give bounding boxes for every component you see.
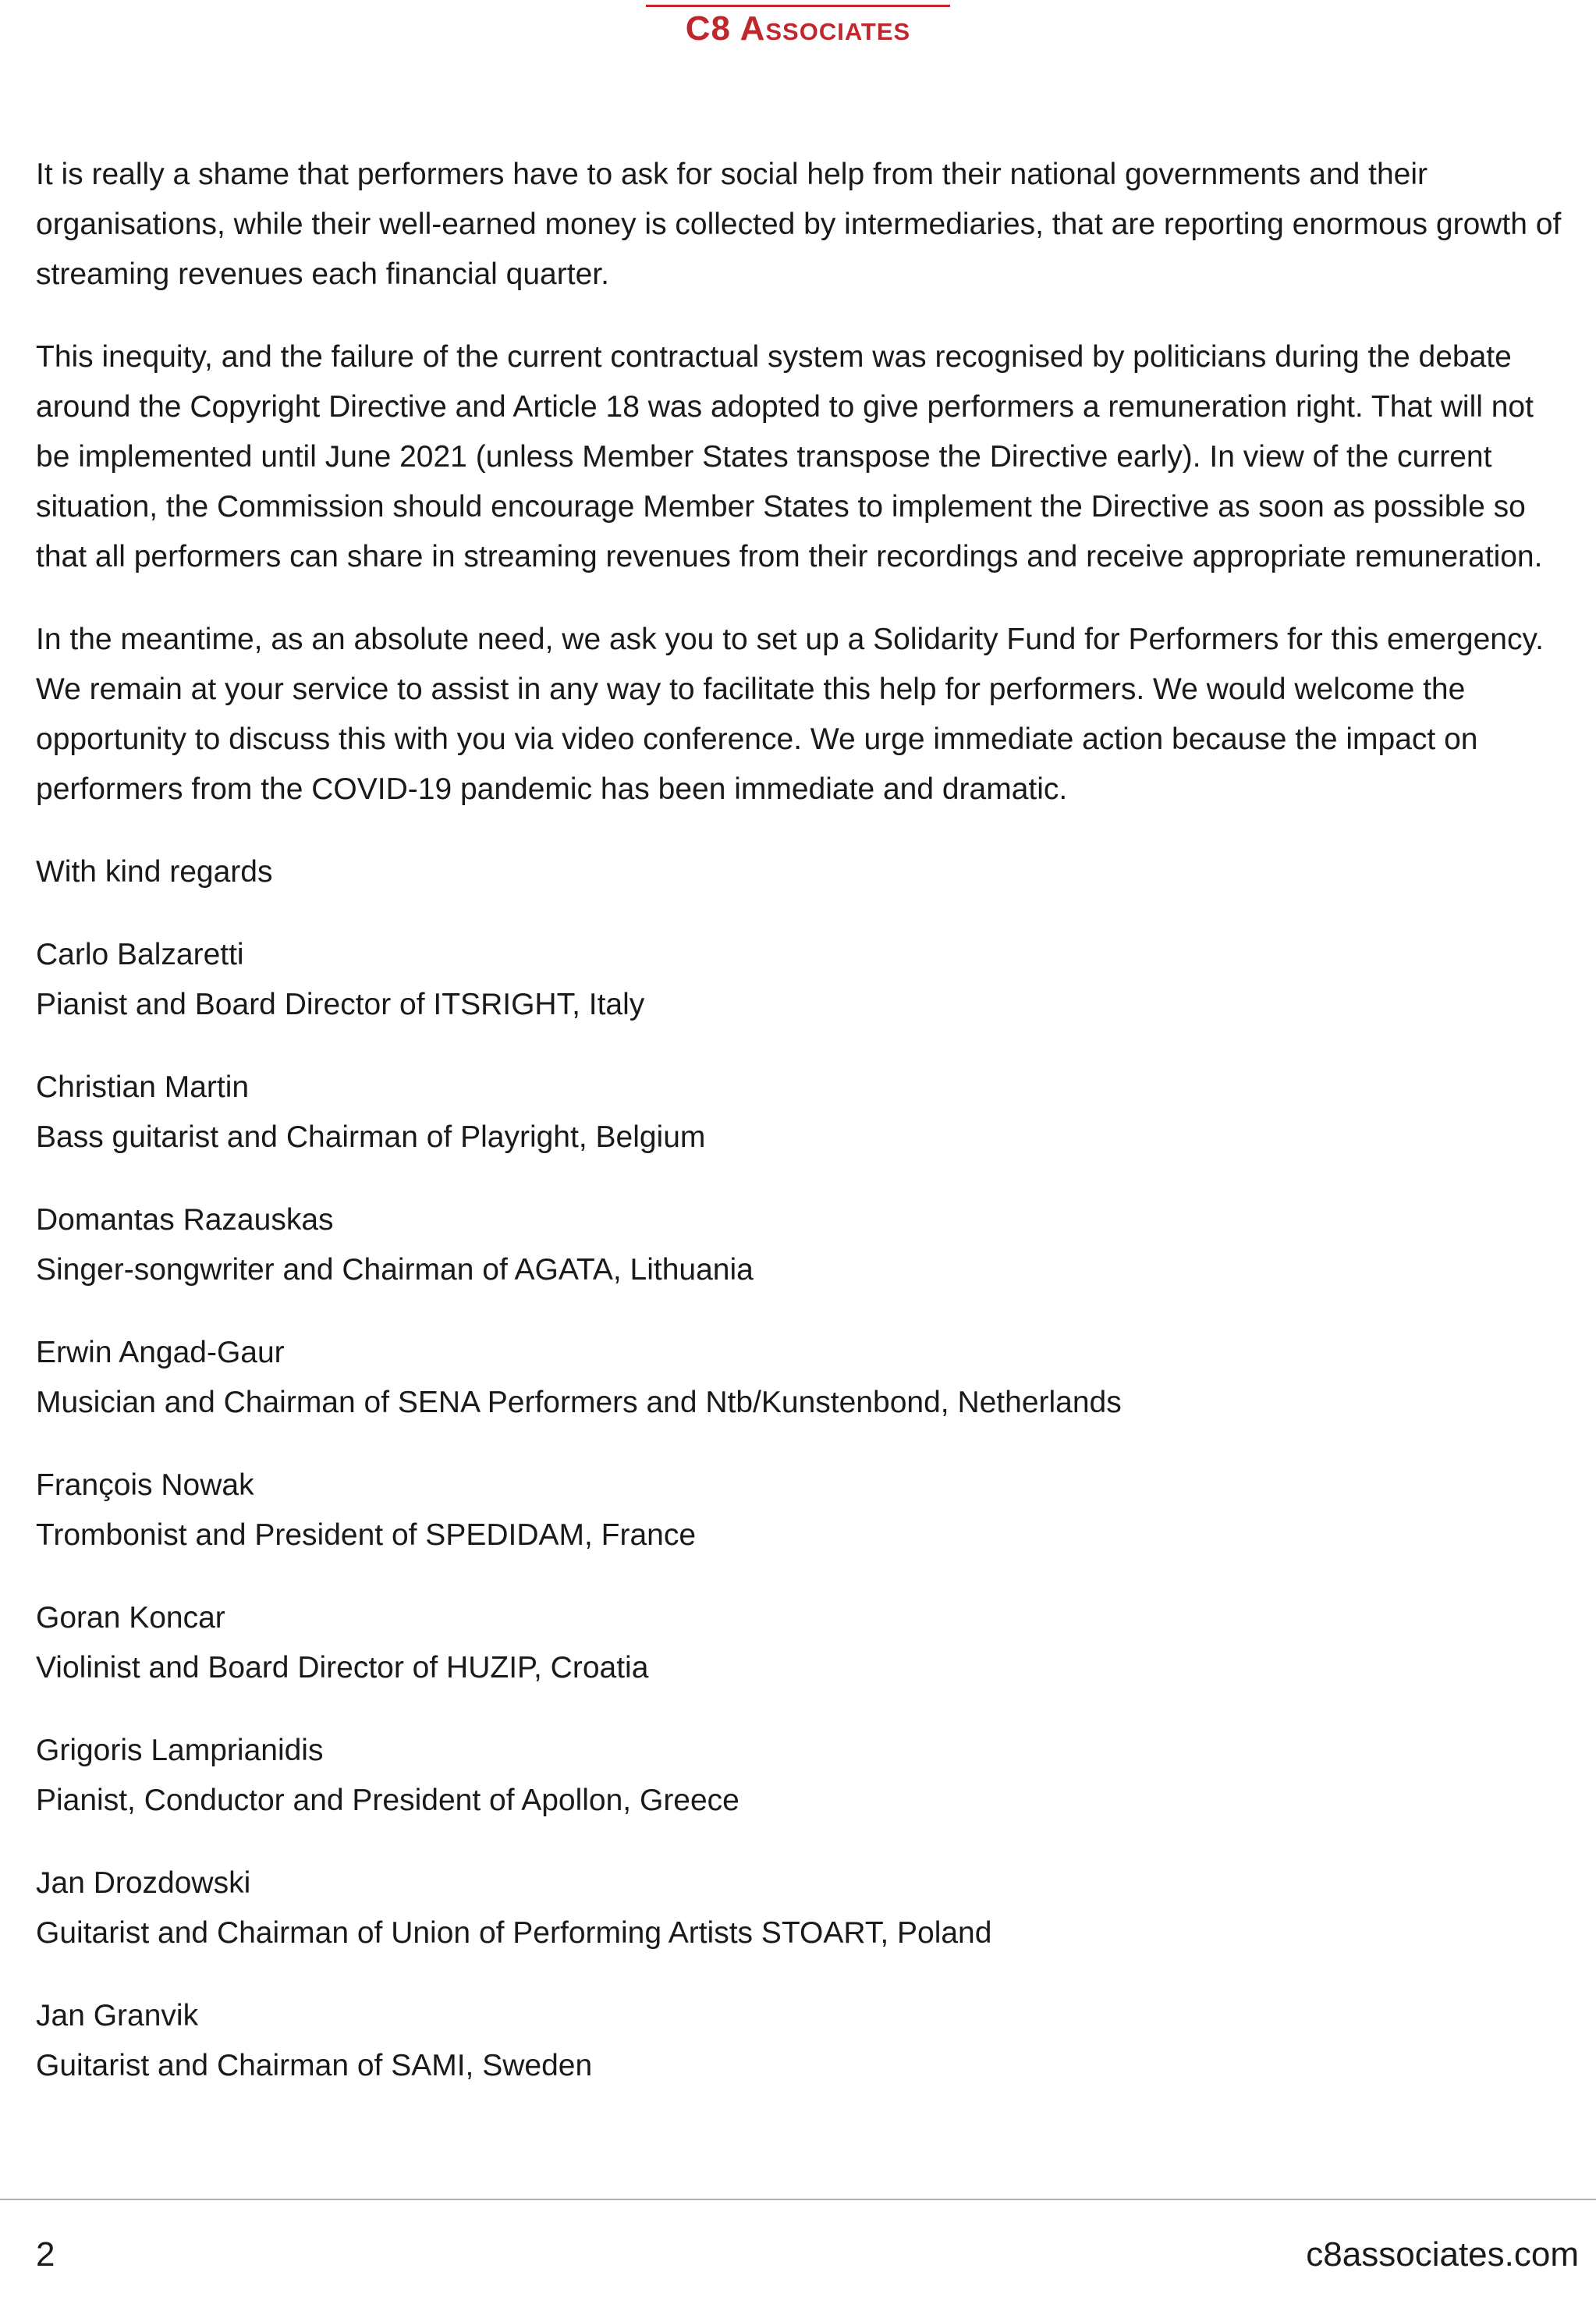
signatory-name: Christian Martin: [36, 1070, 250, 1104]
signatory: [36, 1858, 1565, 1958]
signatory-name: Grigoris Lamprianidis: [36, 1734, 324, 1767]
signatory: [36, 1328, 1565, 1428]
signatory-title: Pianist and Board Director of ITSRIGHT, Italy: [36, 988, 645, 1021]
signatory-name: Goran Koncar: [36, 1601, 225, 1635]
signatory: [36, 1726, 1565, 1826]
signatory-name: Domantas Razauskas: [36, 1203, 334, 1237]
signatory-title: Guitarist and Chairman of SAMI, Sweden: [36, 2049, 593, 2082]
signatory: [36, 930, 1565, 1030]
signatory: [36, 1991, 1565, 2091]
page-number: 2: [36, 2235, 55, 2274]
company-logo: [646, 0, 950, 46]
signatory-title: Bass guitarist and Chairman of Playright, Belgium: [36, 1120, 706, 1154]
letter-body: [36, 150, 1565, 2124]
paragraph: In the meantime, as an absolute need, we ask you to set up a Solidarity Fund for Performers for this emergency. We remain at your service to assist in any way to facilitate this help for performers. We would welcome the opportunity to discuss this with you via video conference. We urge immediate action because the impact on performers from the COVID-19 pandemic has been immediate and dramatic.: [36, 623, 1544, 806]
paragraph: It is really a shame that performers have to ask for social help from their national governments and their organisations, while their well-earned money is collected by intermediaries, that are reporting enormous growth of streaming revenues each financial quarter.: [36, 158, 1562, 291]
signatory-name: Carlo Balzaretti: [36, 938, 244, 971]
signatory-title: Violinist and Board Director of HUZIP, Croatia: [36, 1651, 649, 1684]
signatory-name: Jan Granvik: [36, 1999, 199, 2032]
logo-text: C8 Associates: [685, 9, 911, 48]
signatory: [36, 1593, 1565, 1693]
signatory-name: Jan Drozdowski: [36, 1866, 251, 1900]
signatory-title: Pianist, Conductor and President of Apollon, Greece: [36, 1784, 739, 1817]
signatory-title: Guitarist and Chairman of Union of Performing Artists STOART, Poland: [36, 1916, 992, 1950]
paragraph: This inequity, and the failure of the current contractual system was recognised by politicians during the debate around the Copyright Directive and Article 18 was adopted to give performers a remuneration right. That will not be implemented until June 2021 (unless Member States transpose the Directive early). In view of the current situation, the Commission should encourage Member States to implement the Directive as soon as possible so that all performers can share in streaming revenues from their recordings and receive appropriate remuneration.: [36, 340, 1543, 573]
logo-rule: [646, 5, 950, 7]
closing-salutation: With kind regards: [36, 855, 273, 889]
signatory-title: Trombonist and President of SPEDIDAM, France: [36, 1518, 697, 1552]
signatory-name: Erwin Angad-Gaur: [36, 1336, 285, 1369]
signatory: [36, 1063, 1565, 1163]
footer-divider: [0, 2199, 1596, 2200]
signatory-name: François Nowak: [36, 1468, 254, 1502]
footer-website: c8associates.com: [1306, 2235, 1579, 2274]
signatory: [36, 1195, 1565, 1295]
signatory: [36, 1461, 1565, 1560]
signatory-title: Singer-songwriter and Chairman of AGATA, Lithuania: [36, 1253, 754, 1287]
signatory-title: Musician and Chairman of SENA Performers and Ntb/Kunstenbond, Netherlands: [36, 1386, 1122, 1419]
